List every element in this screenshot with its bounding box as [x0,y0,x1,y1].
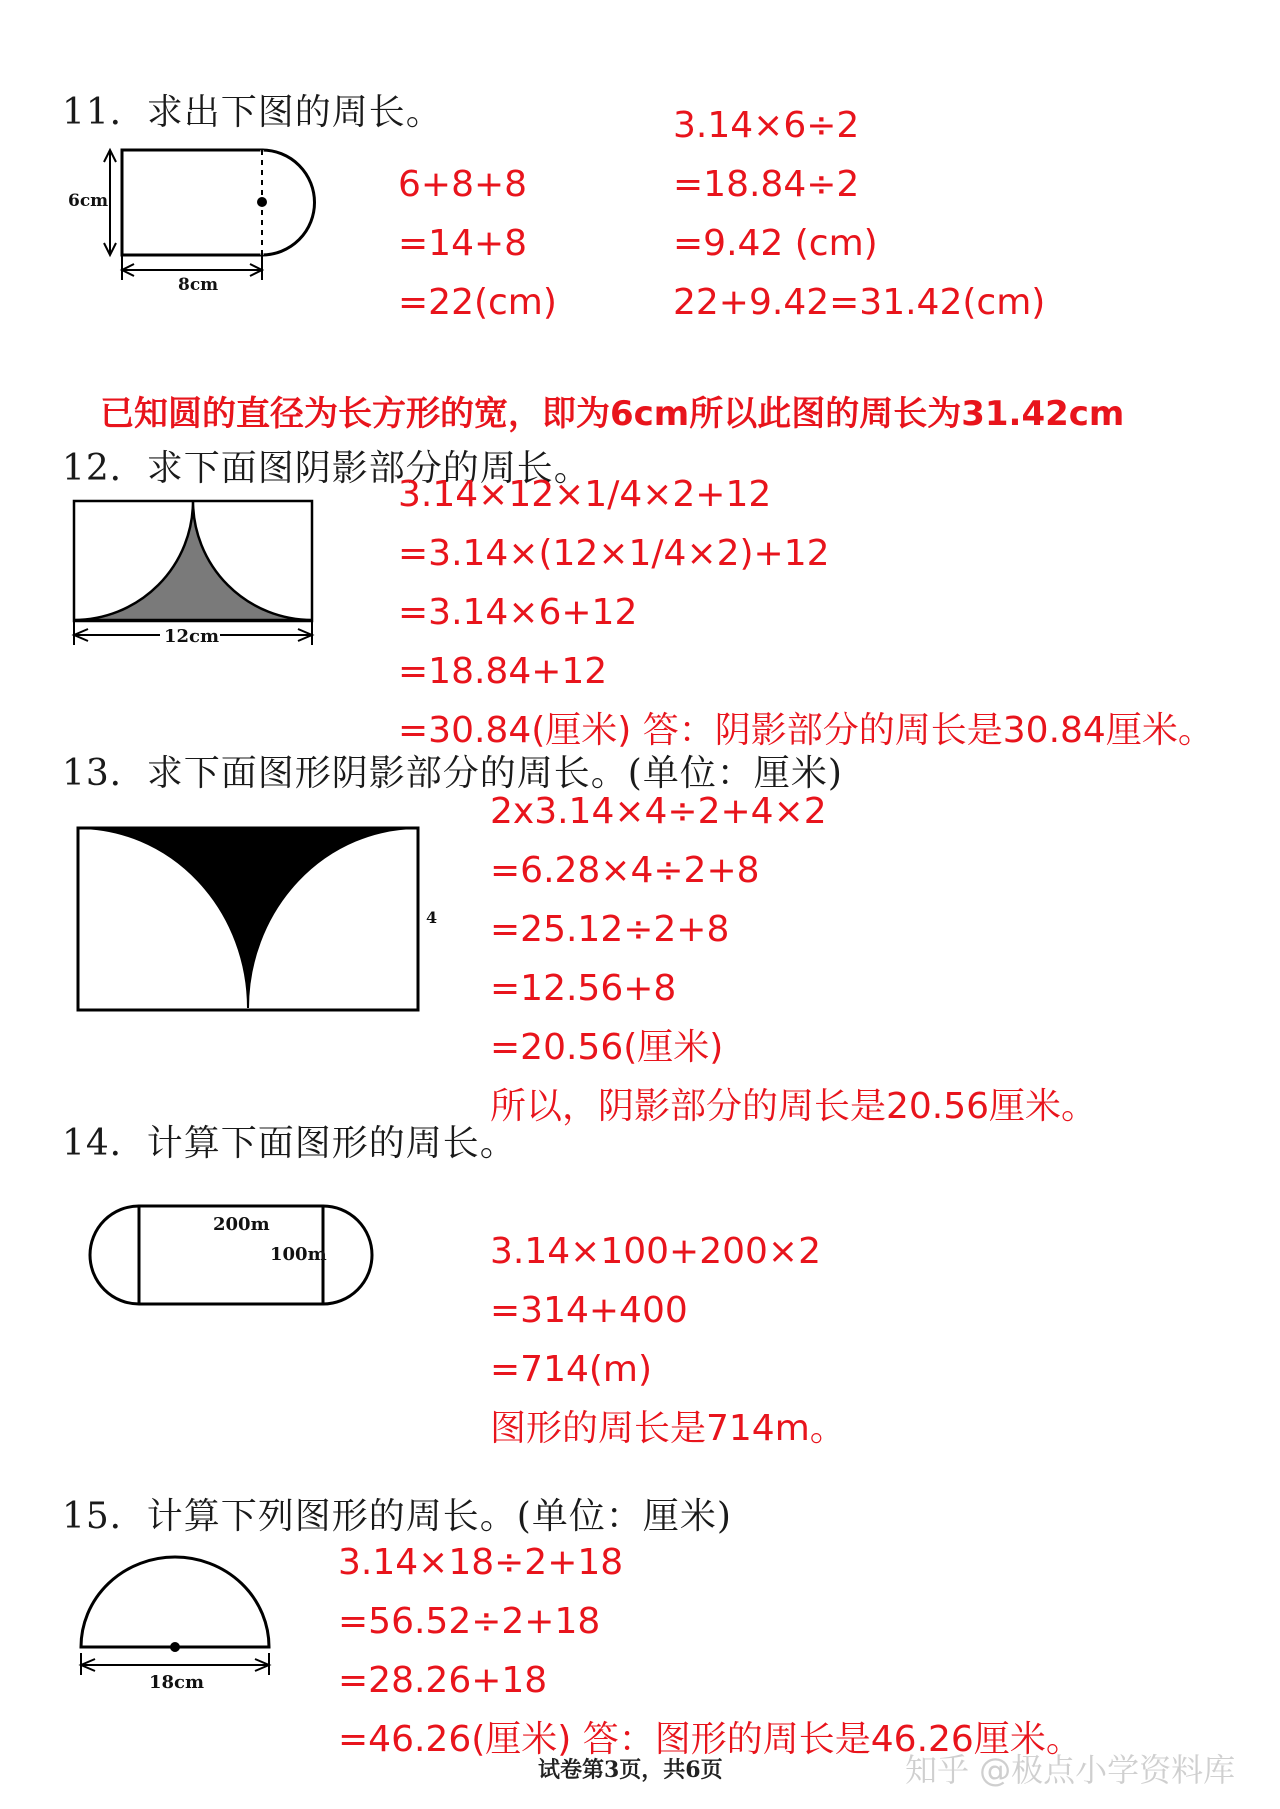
calc-line: =9.42 (cm) [673,223,878,264]
q15-calc [338,1533,1082,1769]
calc-line: =56.52÷2+18 [338,1601,601,1642]
question-15-title: 15．计算下列图形的周长。(单位：厘米) [62,1496,732,1537]
question-11-title: 11．求出下图的周长。 [62,92,443,133]
calc-line: =28.26+18 [338,1660,548,1701]
calc-line: =3.14×6+12 [398,592,638,633]
q13-side-label: 4 [426,908,438,927]
calc-line: =314+400 [490,1290,688,1331]
q11-note: 已知圆的直径为长方形的宽，即为6cm所以此图的周长为31.42cm [100,394,1125,434]
calc-line: 3.14×18÷2+18 [338,1542,624,1583]
q14-length-label: 200m [213,1214,270,1235]
calc-line: 3.14×6÷2 [673,105,860,146]
calc-line: =22(cm) [398,282,557,323]
calc-line: =12.56+8 [490,968,677,1009]
calc-line: 3.14×100+200×2 [490,1231,821,1272]
question-14-title: 14．计算下面图形的周长。 [62,1123,517,1164]
calc-line: =18.84+12 [398,651,608,692]
q11-calc-right [673,96,1045,332]
page-footer: 试卷第3页，共6页 [538,1757,723,1783]
q11-width-label: 8cm [178,275,219,295]
q13-calc [490,782,1097,1136]
calc-line: =3.14×(12×1/4×2)+12 [398,533,830,574]
calc-line: =20.56(厘米) [490,1027,724,1068]
calc-line: =14+8 [398,223,528,264]
q14-width-label: 100m [270,1244,327,1265]
calc-line: 6+8+8 [398,164,528,205]
q11-figure [60,140,380,340]
calc-line: 2x3.14×4÷2+4×2 [490,791,827,832]
calc-line: =18.84÷2 [673,164,860,205]
calc-line: 图形的周长是714m。 [490,1408,846,1449]
calc-line: =30.84(厘米) 答：阴影部分的周长是30.84厘米。 [398,710,1214,751]
q11-calc-left [398,155,557,332]
calc-line: 所以，阴影部分的周长是20.56厘米。 [490,1086,1098,1127]
q14-figure [85,1200,385,1310]
calc-line: =46.26(厘米) 答：图形的周长是46.26厘米。 [338,1719,1082,1760]
question-13-title: 13．求下面图形阴影部分的周长。(单位：厘米) [62,753,843,794]
q12-figure [60,495,330,655]
calc-line: 3.14×12×1/4×2+12 [398,474,772,515]
q12-width-label: 12cm [164,626,220,647]
calc-line: =6.28×4÷2+8 [490,850,760,891]
q15-figure [75,1575,285,1705]
q12-calc [398,465,1214,760]
question-12-title: 12．求下面图阴影部分的周长。 [62,448,591,489]
q15-diameter-label: 18cm [149,1672,205,1693]
watermark: 知乎 @极点小学资料库 [905,1751,1236,1789]
calc-line: =714(m) [490,1349,653,1390]
calc-line: 22+9.42=31.42(cm) [673,282,1046,323]
calc-line: =25.12÷2+8 [490,909,730,950]
q13-figure [70,820,450,1020]
q14-calc [490,1222,846,1458]
q11-height-label: 6cm [68,191,109,211]
